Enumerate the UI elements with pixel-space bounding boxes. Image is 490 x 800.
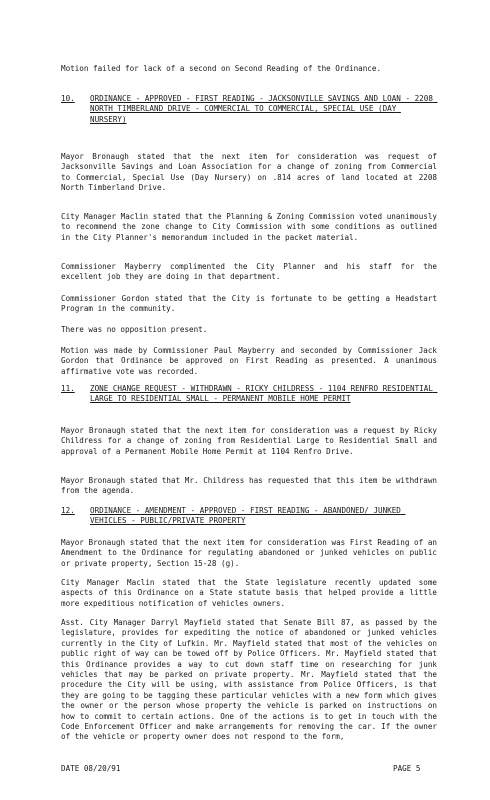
agenda-item-title: ORDINANCE - AMENDMENT - APPROVED - FIRST READING - ABANDONED/ JUNKED VEHICLES - PUBLIC/PRIVATE PROPERTY [90,506,406,526]
paragraph-12-2: City Manager Maclin stated that the State legislature recently updated some aspects of this Ordinance on a State statute basis that helped provide a little more expeditious notification of vehicles owners. [61,578,442,608]
agenda-item-11-heading [61,384,437,416]
agenda-item-title: ORDINANCE - APPROVED - FIRST READING - JACKSONVILLE SAVINGS AND LOAN - 2208 NORTH TIMBERLAND DRIVE - COMMERCIAL TO COMMERCIAL, SPECIAL USE (DAY NURSERY) [90,94,438,124]
paragraph-motion-failed: Motion failed for lack of a second on Second Reading of the Ordinance. [61,64,382,73]
paragraph-10-3: Commissioner Mayberry complimented the City Planner and his staff for the excellent job they are doing in that department. [61,262,442,282]
paragraph-11-1: Mayor Bronaugh stated that the next item for consideration was a request by Ricky Childress for a change of zoning from Residential Large to Residential Small and approval of a Permanent Mobile Home Permit at 1104 Renfro Drive. [61,426,442,456]
paragraph-10-2: City Manager Maclin stated that the Planning & Zoning Commission voted unanimously to recommend the zone change to City Commission with some conditions as outlined in the City Planner's memorandum included in the packet material. [61,212,442,242]
agenda-item-number: 10. [61,94,75,103]
paragraph-10-5: There was no opposition present. [61,325,208,334]
footer-date: DATE 08/20/91 [61,764,121,773]
paragraph-10-1: Mayor Bronaugh stated that the next item for consideration was request of Jacksonville Savings and Loan Association for a change of zoning from Commercial to Commercial, Special Use (Day Nursery) on .814 acres of land located at 2208 North Timberland Drive. [61,152,442,193]
agenda-item-12-heading [61,506,437,528]
agenda-item-number: 12. [61,506,75,515]
agenda-item-10-heading [61,94,437,136]
agenda-item-title: ZONE CHANGE REQUEST - WITHDRAWN - RICKY CHILDRESS - 1104 RENFRO RESIDENTIAL LARGE TO RESIDENTIAL SMALL - PERMANENT MOBILE HOME PERMIT [90,384,438,404]
footer-page-number: PAGE 5 [393,764,421,773]
paragraph-10-6: Motion was made by Commissioner Paul Mayberry and seconded by Commissioner Jack Gordon that Ordinance be approved on First Reading as presented. A unanimous affirmative vote was recorded. [61,346,442,376]
paragraph-11-2: Mayor Bronaugh stated that Mr. Childress has requested that this item be withdrawn from the agenda. [61,476,442,496]
paragraph-10-4: Commissioner Gordon stated that the City is fortunate to be getting a Headstart Program in the community. [61,294,442,314]
paragraph-12-3: Asst. City Manager Darryl Mayfield stated that Senate Bill 87, as passed by the legislature, provides for expediting the notice of abandoned or junked vehicles currently in the City of Lufkin. Mr. Mayfield stated that most of the vehicles on public right of way can be towed off by Police Officers. Mr. Mayfield stated that this Ordinance provides a way to cut down staff time on researching for junk vehicles that may be parked on private property. Mr. Mayfield stated that the procedure the City will be using, with assistance from Police Officers, is that they are going to be tagging these particular vehicles with a new form which gives the owner or the person whose property the vehicle is parked on instructions on how to commit to certain actions. One of the actions is to get in touch with the Code Enforcement Officer and make arrangements for removing the car. If the owner of the vehicle or property owner does not respond to the form, [61,618,442,742]
agenda-item-number: 11. [61,384,75,393]
paragraph-12-1: Mayor Bronaugh stated that the next item for consideration was First Reading of an Amendment to the Ordinance for regulating abandoned or junked vehicles on public or private property, Section 15-28 (g). [61,538,442,568]
